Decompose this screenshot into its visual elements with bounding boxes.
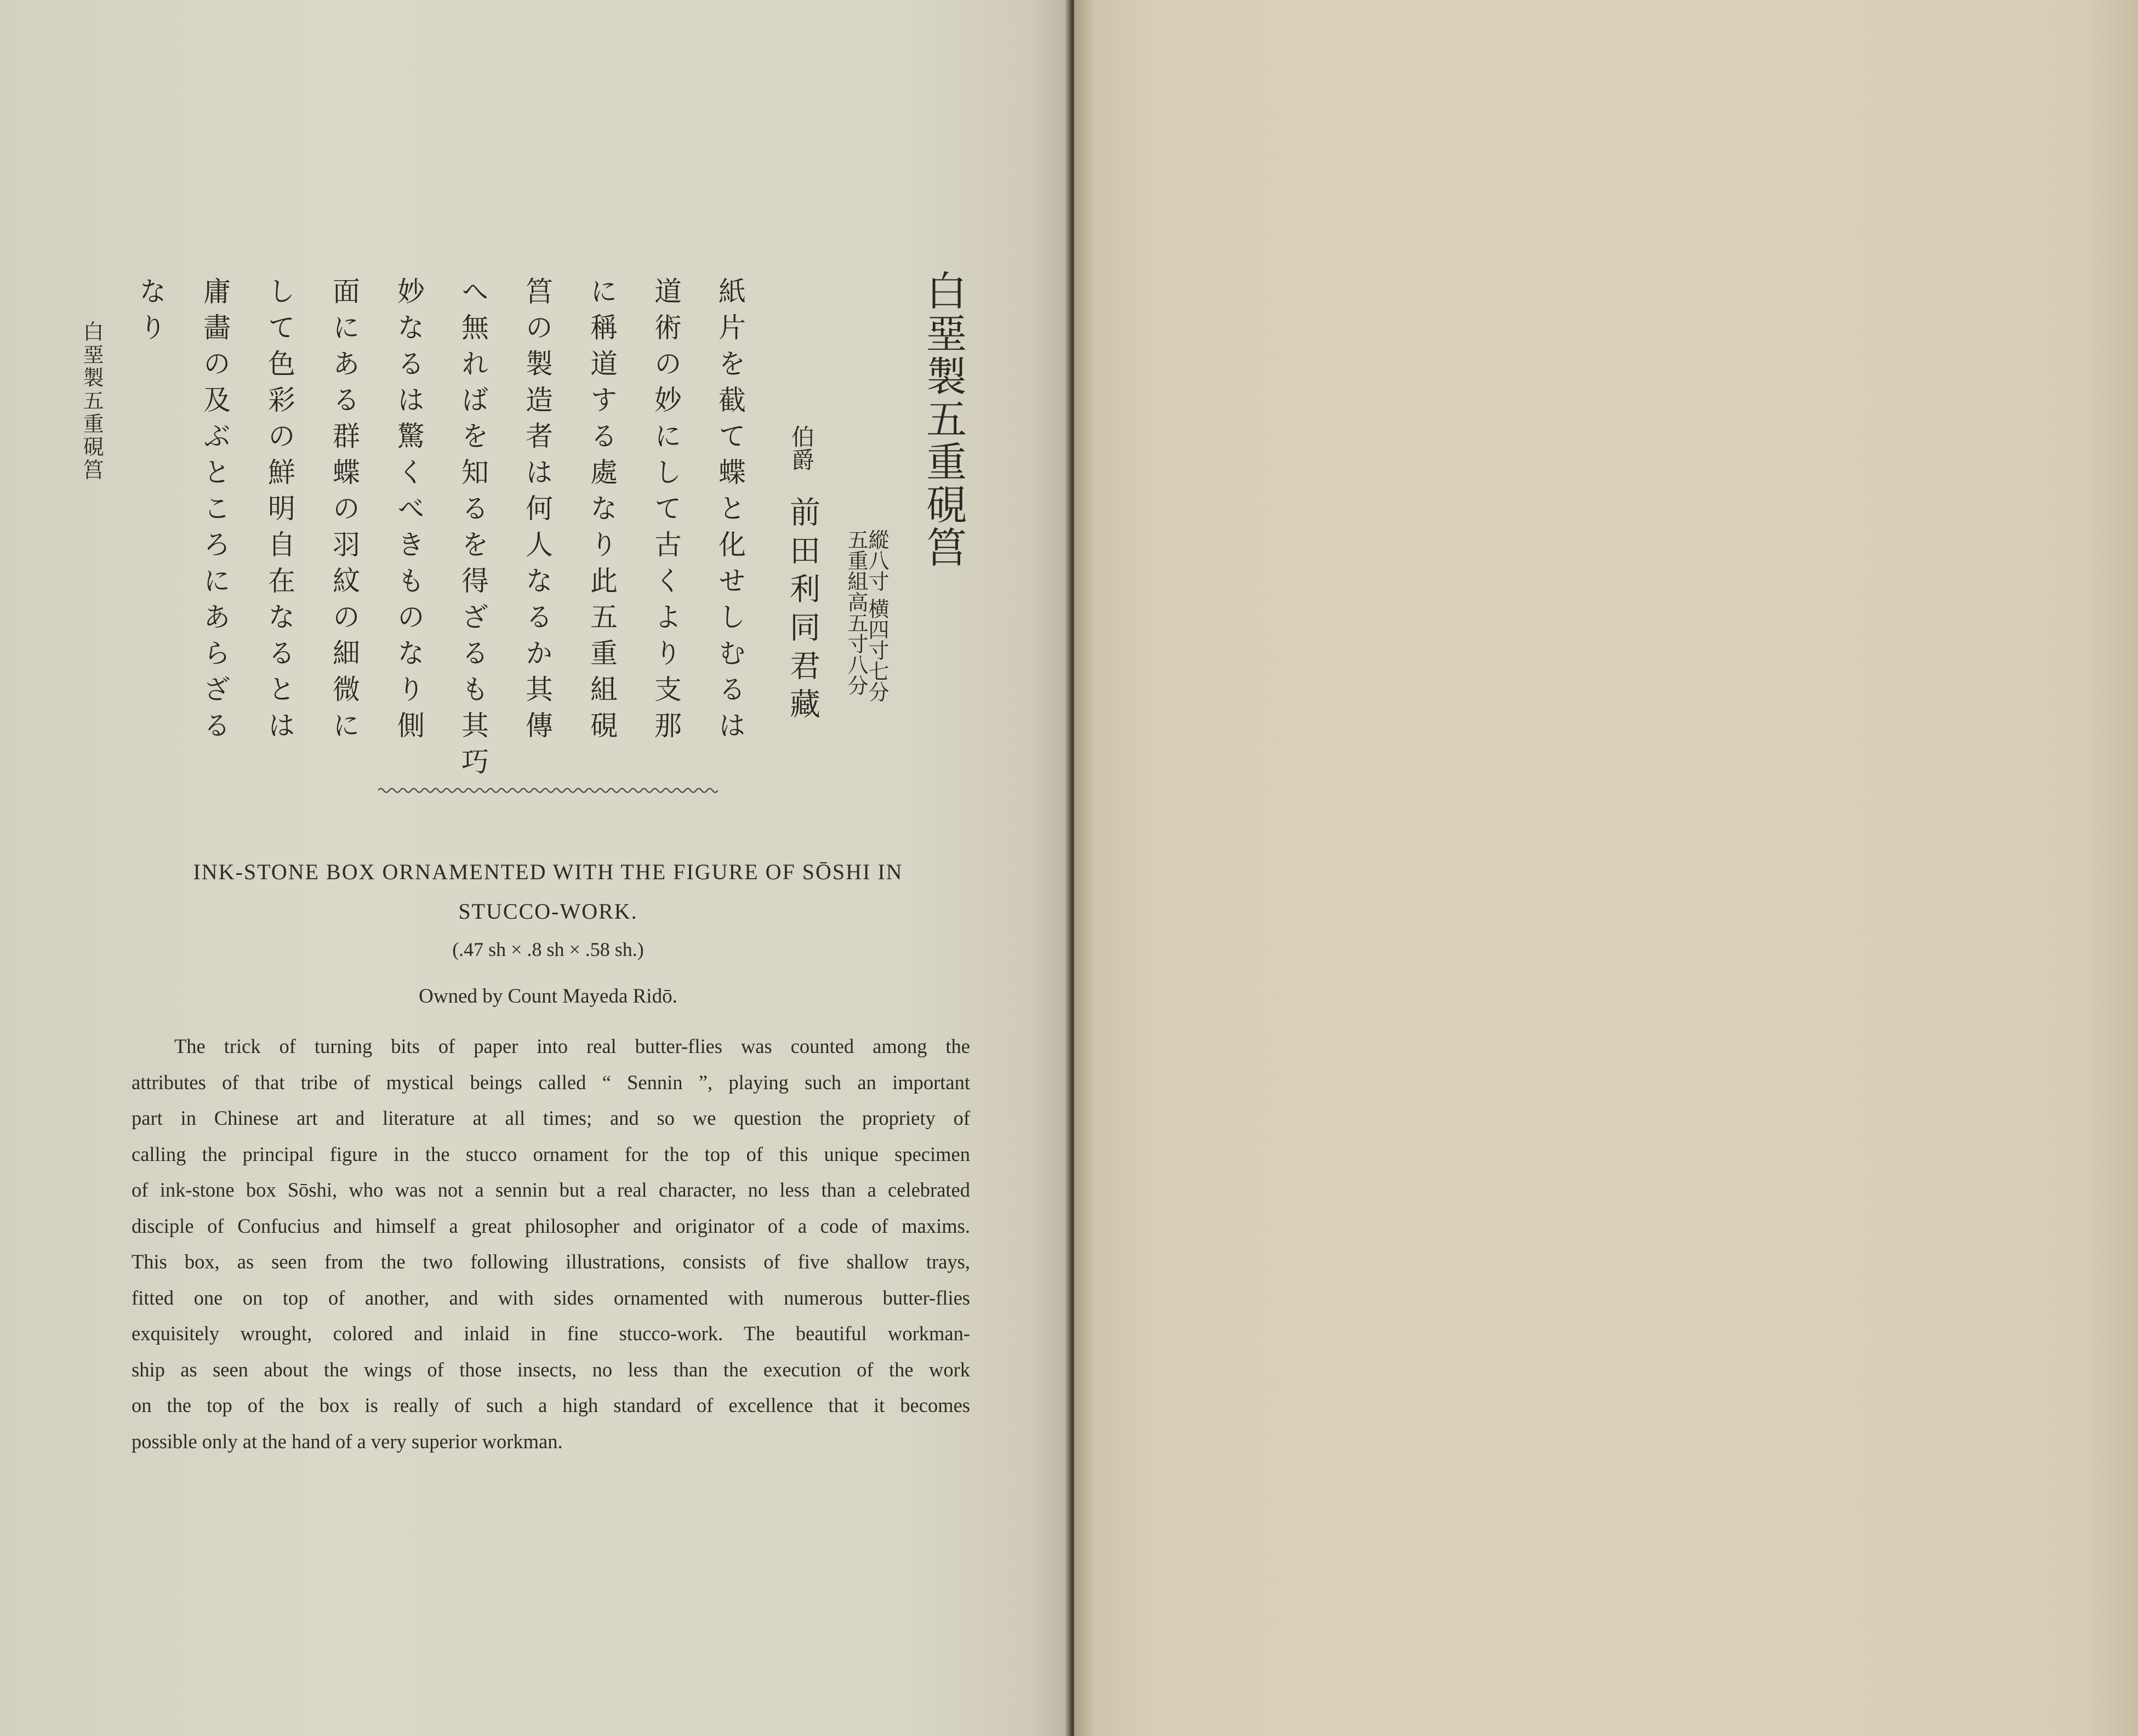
paragraph-line: possible only at the hand of a very superior workman. <box>132 1430 563 1453</box>
japanese-body-column: 紙片を截て蝶と化せしむるは <box>714 277 746 747</box>
paragraph-line: disciple of Confucius and himself a great philosopher and originator of a code of maxims. <box>132 1214 970 1237</box>
english-owner: Owned by Count Mayeda Ridō. <box>419 985 677 1008</box>
paragraph-line: calling the principal figure in the stucco ornament for the top of this unique specimen <box>132 1142 970 1165</box>
right-page-blank <box>1074 0 2138 1736</box>
paragraph-line: This box, as seen from the two following illustrations, consists of five shallow trays, <box>132 1250 970 1273</box>
wavy-divider <box>378 785 718 796</box>
japanese-dimensions-line-1: 縱八寸 横四寸七分 <box>865 529 889 703</box>
paragraph-line: attributes of that tribe of mystical beings called “ Sennin ”, playing such an important <box>132 1071 970 1094</box>
japanese-owner-name: 前田利同君藏 <box>785 496 820 726</box>
side-caption: 白堊製五重硯筥 <box>79 321 104 482</box>
paragraph-line: part in Chinese art and literature at all times; and so we question the propriety of <box>132 1107 970 1129</box>
japanese-body-column: 道術の妙にして古くより支那 <box>650 277 682 747</box>
japanese-title: 白堊製五重硯筥 <box>920 270 967 569</box>
japanese-dimensions-line-2: 五重組高五寸八分 <box>844 529 868 696</box>
english-title-line-2: STUCCO-WORK. <box>458 899 638 924</box>
english-title-line-1: INK-STONE BOX ORNAMENTED WITH THE FIGURE OF SŌSHI IN <box>193 860 903 884</box>
paragraph-line: of ink-stone box Sōshi, who was not a sennin but a real character, no less than a celebrated <box>132 1179 970 1201</box>
paragraph-line: ship as seen about the wings of those insects, no less than the execution of the work <box>132 1358 970 1381</box>
english-dimensions: (.47 sh × .8 sh × .58 sh.) <box>452 938 644 960</box>
paragraph-line: The trick of turning bits of paper into real butter-flies was counted among the <box>174 1035 970 1057</box>
japanese-body-column: 筥の製造者は何人なるか其傳 <box>521 277 553 747</box>
japanese-body-column: 妙なるは驚くべきものなり側 <box>393 277 425 747</box>
japanese-body-column: へ無ればを知るを得ざるも其巧 <box>457 277 489 783</box>
japanese-body-column: なり <box>135 277 167 349</box>
paragraph-line: fitted one on top of another, and with sides ornamented with numerous butter-flies <box>132 1286 970 1309</box>
japanese-owner-rank: 伯爵 <box>788 425 815 471</box>
english-paragraph <box>132 1028 970 1459</box>
japanese-body-column: 庸畵の及ぶところにあらざる <box>199 277 231 747</box>
paragraph-line: on the top of the box is really of such a high standard of excellence that it becomes <box>132 1394 970 1416</box>
japanese-body-column: 面にある群蝶の羽紋の細微に <box>328 277 360 747</box>
japanese-body-column: して色彩の鮮明自在なるとは <box>264 277 295 747</box>
english-title <box>153 852 943 931</box>
paragraph-line: exquisitely wrought, colored and inlaid in fine stucco-work. The beautiful workman- <box>132 1322 970 1345</box>
japanese-body-column: に稱道する處なり此五重組硯 <box>586 277 618 747</box>
